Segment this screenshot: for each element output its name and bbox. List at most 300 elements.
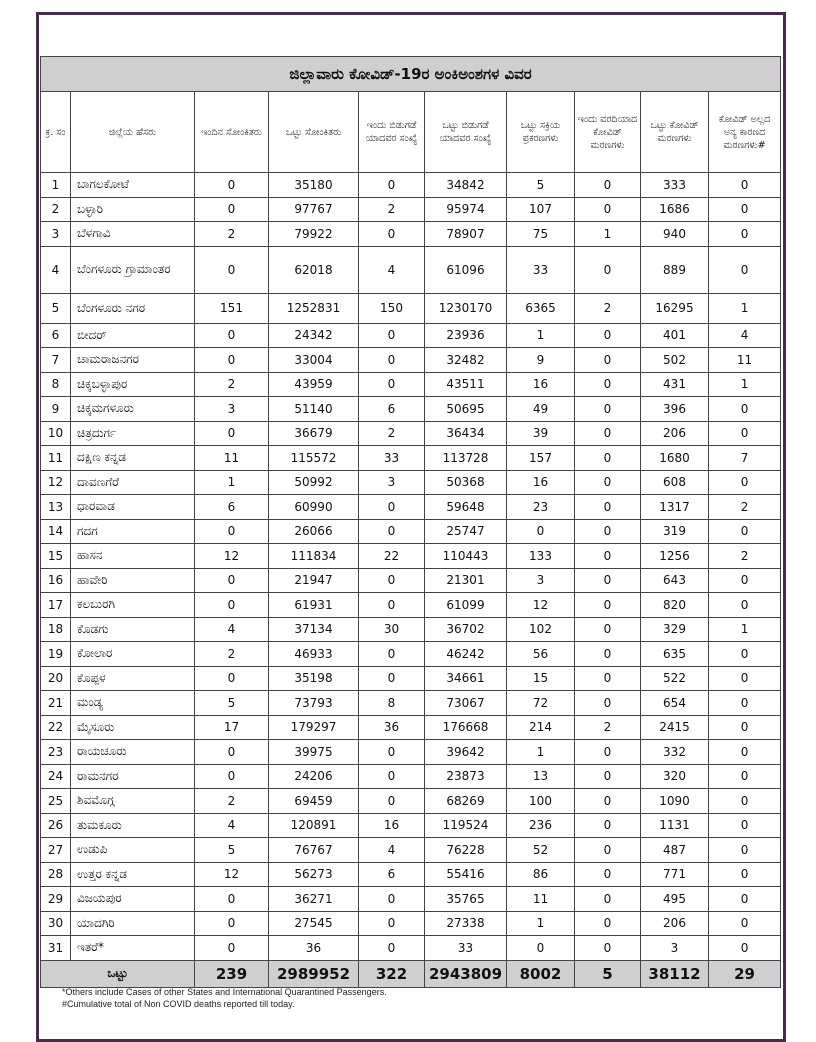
cell-non-covid-deaths: 7: [709, 446, 781, 471]
cell-serial-no: 3: [41, 222, 71, 247]
cell-total-discharged: 23873: [425, 764, 507, 789]
cell-total-infected: 50992: [269, 470, 359, 495]
cell-today-discharged: 22: [359, 544, 425, 569]
cell-today-deaths: 0: [575, 197, 641, 222]
cell-active-cases: 11: [507, 887, 575, 912]
cell-active-cases: 86: [507, 862, 575, 887]
cell-active-cases: 15: [507, 666, 575, 691]
cell-today-infected: 3: [195, 397, 269, 422]
cell-today-discharged: 0: [359, 936, 425, 961]
cell-total-discharged: 50368: [425, 470, 507, 495]
cell-total-deaths: 654: [641, 691, 709, 716]
cell-today-discharged: 0: [359, 911, 425, 936]
table-row: [41, 642, 781, 667]
cell-non-covid-deaths: 0: [709, 593, 781, 618]
cell-serial-no: 23: [41, 740, 71, 765]
cell-district-name: ಬೀದರ್: [71, 323, 195, 348]
cell-serial-no: 15: [41, 544, 71, 569]
cell-serial-no: 21: [41, 691, 71, 716]
cell-today-infected: 0: [195, 348, 269, 373]
cell-today-discharged: 33: [359, 446, 425, 471]
cell-total-discharged: 113728: [425, 446, 507, 471]
table-row: [41, 197, 781, 222]
cell-total-discharged: 119524: [425, 813, 507, 838]
cell-serial-no: 7: [41, 348, 71, 373]
cell-today-discharged: 0: [359, 173, 425, 198]
cell-total-deaths: 820: [641, 593, 709, 618]
cell-non-covid-deaths: 0: [709, 936, 781, 961]
cell-non-covid-deaths: 2: [709, 544, 781, 569]
table-row: [41, 544, 781, 569]
cell-total-infected: 115572: [269, 446, 359, 471]
cell-district-name: ಮೈಸೂರು: [71, 715, 195, 740]
cell-total-deaths: 329: [641, 617, 709, 642]
cell-today-discharged: 0: [359, 887, 425, 912]
cell-today-deaths: 0: [575, 887, 641, 912]
cell-total-infected: 37134: [269, 617, 359, 642]
cell-today-deaths: 0: [575, 397, 641, 422]
cell-total-deaths: 1256: [641, 544, 709, 569]
cell-today-infected: 2: [195, 222, 269, 247]
cell-serial-no: 28: [41, 862, 71, 887]
header-serial-no: ಕ್ರ. ಸಂ: [41, 92, 71, 173]
total-today-discharged: 322: [359, 960, 425, 987]
cell-total-discharged: 25747: [425, 519, 507, 544]
cell-district-name: ಚಾಮರಾಜನಗರ: [71, 348, 195, 373]
cell-total-deaths: 502: [641, 348, 709, 373]
cell-district-name: ಕೊಡಗು: [71, 617, 195, 642]
cell-today-deaths: 0: [575, 691, 641, 716]
cell-today-deaths: 0: [575, 246, 641, 293]
cell-today-infected: 0: [195, 887, 269, 912]
cell-total-discharged: 73067: [425, 691, 507, 716]
covid-stats-table: [40, 56, 781, 988]
cell-today-infected: 1: [195, 470, 269, 495]
cell-serial-no: 13: [41, 495, 71, 520]
cell-today-deaths: 0: [575, 348, 641, 373]
cell-active-cases: 214: [507, 715, 575, 740]
cell-today-deaths: 0: [575, 666, 641, 691]
cell-district-name: ಕೋಲಾರ: [71, 642, 195, 667]
cell-today-deaths: 1: [575, 222, 641, 247]
cell-total-deaths: 1131: [641, 813, 709, 838]
cell-today-discharged: 0: [359, 323, 425, 348]
cell-today-infected: 11: [195, 446, 269, 471]
cell-non-covid-deaths: 1: [709, 617, 781, 642]
cell-total-infected: 76767: [269, 838, 359, 863]
total-discharged: 2943809: [425, 960, 507, 987]
cell-total-discharged: 68269: [425, 789, 507, 814]
cell-total-deaths: 889: [641, 246, 709, 293]
cell-total-deaths: 206: [641, 421, 709, 446]
cell-today-infected: 0: [195, 764, 269, 789]
cell-non-covid-deaths: 0: [709, 691, 781, 716]
cell-active-cases: 12: [507, 593, 575, 618]
cell-total-deaths: 608: [641, 470, 709, 495]
cell-district-name: ಇತರೆ*: [71, 936, 195, 961]
cell-total-discharged: 43511: [425, 372, 507, 397]
table-row: [41, 838, 781, 863]
cell-serial-no: 24: [41, 764, 71, 789]
table-row: [41, 470, 781, 495]
cell-non-covid-deaths: 0: [709, 862, 781, 887]
cell-today-deaths: 0: [575, 789, 641, 814]
cell-active-cases: 23: [507, 495, 575, 520]
cell-today-infected: 2: [195, 642, 269, 667]
header-today-discharged: ಇಂದು ಬಿಡುಗಡೆ ಯಾದವರ ಸಂಖ್ಯೆ: [359, 92, 425, 173]
total-label: ಒಟ್ಟು: [41, 960, 195, 987]
cell-today-discharged: 0: [359, 789, 425, 814]
cell-total-discharged: 23936: [425, 323, 507, 348]
cell-total-deaths: 333: [641, 173, 709, 198]
cell-total-infected: 36679: [269, 421, 359, 446]
cell-today-infected: 0: [195, 421, 269, 446]
cell-today-infected: 0: [195, 246, 269, 293]
cell-district-name: ಬೆಂಗಳೂರು ನಗರ: [71, 293, 195, 323]
cell-district-name: ವಿಜಯಪುರ: [71, 887, 195, 912]
cell-active-cases: 75: [507, 222, 575, 247]
cell-today-deaths: 2: [575, 715, 641, 740]
cell-today-discharged: 0: [359, 519, 425, 544]
cell-non-covid-deaths: 0: [709, 911, 781, 936]
total-infected: 2989952: [269, 960, 359, 987]
table-row: [41, 397, 781, 422]
cell-today-infected: 0: [195, 568, 269, 593]
cell-active-cases: 52: [507, 838, 575, 863]
cell-serial-no: 18: [41, 617, 71, 642]
table-row: [41, 911, 781, 936]
table-row: [41, 789, 781, 814]
cell-total-deaths: 940: [641, 222, 709, 247]
cell-today-discharged: 2: [359, 421, 425, 446]
table-row: [41, 691, 781, 716]
cell-non-covid-deaths: 0: [709, 173, 781, 198]
cell-district-name: ಕೊಪ್ಪಳ: [71, 666, 195, 691]
cell-today-discharged: 30: [359, 617, 425, 642]
cell-today-infected: 5: [195, 691, 269, 716]
cell-non-covid-deaths: 0: [709, 838, 781, 863]
cell-today-discharged: 0: [359, 642, 425, 667]
cell-serial-no: 4: [41, 246, 71, 293]
cell-total-deaths: 401: [641, 323, 709, 348]
cell-total-discharged: 59648: [425, 495, 507, 520]
cell-district-name: ದಾವಣಗೆರೆ: [71, 470, 195, 495]
cell-total-discharged: 34661: [425, 666, 507, 691]
cell-total-discharged: 176668: [425, 715, 507, 740]
cell-total-discharged: 55416: [425, 862, 507, 887]
cell-non-covid-deaths: 11: [709, 348, 781, 373]
cell-today-infected: 2: [195, 372, 269, 397]
cell-district-name: ತುಮಕೂರು: [71, 813, 195, 838]
cell-today-discharged: 0: [359, 764, 425, 789]
cell-serial-no: 19: [41, 642, 71, 667]
footnotes: [62, 986, 387, 1010]
cell-today-discharged: 4: [359, 246, 425, 293]
cell-total-discharged: 34842: [425, 173, 507, 198]
cell-total-discharged: 61096: [425, 246, 507, 293]
cell-total-deaths: 332: [641, 740, 709, 765]
cell-today-infected: 0: [195, 936, 269, 961]
table-row: [41, 323, 781, 348]
table-row: [41, 593, 781, 618]
cell-today-discharged: 0: [359, 740, 425, 765]
cell-today-discharged: 0: [359, 372, 425, 397]
cell-non-covid-deaths: 1: [709, 293, 781, 323]
table-row: [41, 519, 781, 544]
cell-total-infected: 35180: [269, 173, 359, 198]
cell-today-infected: 2: [195, 789, 269, 814]
cell-today-deaths: 0: [575, 470, 641, 495]
cell-active-cases: 9: [507, 348, 575, 373]
cell-today-discharged: 4: [359, 838, 425, 863]
cell-total-infected: 36: [269, 936, 359, 961]
cell-non-covid-deaths: 0: [709, 642, 781, 667]
cell-serial-no: 5: [41, 293, 71, 323]
cell-today-deaths: 0: [575, 838, 641, 863]
cell-district-name: ಶಿವಮೊಗ್ಗ: [71, 789, 195, 814]
cell-today-deaths: 0: [575, 421, 641, 446]
covid-stats-table-container: [40, 56, 780, 988]
cell-serial-no: 27: [41, 838, 71, 863]
cell-district-name: ಉಡುಪಿ: [71, 838, 195, 863]
cell-total-infected: 39975: [269, 740, 359, 765]
table-row: [41, 764, 781, 789]
cell-total-discharged: 50695: [425, 397, 507, 422]
cell-non-covid-deaths: 0: [709, 519, 781, 544]
cell-total-deaths: 396: [641, 397, 709, 422]
cell-total-discharged: 46242: [425, 642, 507, 667]
cell-total-deaths: 16295: [641, 293, 709, 323]
cell-serial-no: 17: [41, 593, 71, 618]
cell-today-deaths: 2: [575, 293, 641, 323]
cell-active-cases: 0: [507, 519, 575, 544]
footnote-others: *Others include Cases of other States and International Quarantined Passengers.: [62, 987, 387, 997]
cell-today-discharged: 8: [359, 691, 425, 716]
cell-today-infected: 0: [195, 911, 269, 936]
cell-today-deaths: 0: [575, 544, 641, 569]
cell-total-deaths: 1317: [641, 495, 709, 520]
cell-total-deaths: 635: [641, 642, 709, 667]
table-row: [41, 568, 781, 593]
table-title: ಜಿಲ್ಲಾವಾರು ಕೋವಿಡ್-19ರ ಅಂಕಿಅಂಶಗಳ ವಿವರ: [41, 57, 781, 92]
table-body: [41, 173, 781, 961]
cell-today-infected: 0: [195, 593, 269, 618]
cell-today-deaths: 0: [575, 764, 641, 789]
total-row: [41, 960, 781, 987]
cell-total-deaths: 771: [641, 862, 709, 887]
header-active-cases: ಒಟ್ಟು ಸಕ್ರಿಯ ಪ್ರಕರಣಗಳು: [507, 92, 575, 173]
cell-total-infected: 33004: [269, 348, 359, 373]
cell-total-discharged: 95974: [425, 197, 507, 222]
cell-serial-no: 12: [41, 470, 71, 495]
cell-total-infected: 120891: [269, 813, 359, 838]
cell-total-infected: 61931: [269, 593, 359, 618]
cell-total-infected: 46933: [269, 642, 359, 667]
cell-non-covid-deaths: 0: [709, 470, 781, 495]
table-row: [41, 862, 781, 887]
cell-total-infected: 179297: [269, 715, 359, 740]
cell-total-discharged: 61099: [425, 593, 507, 618]
cell-serial-no: 20: [41, 666, 71, 691]
cell-total-discharged: 1230170: [425, 293, 507, 323]
cell-total-infected: 62018: [269, 246, 359, 293]
cell-today-infected: 17: [195, 715, 269, 740]
cell-today-deaths: 0: [575, 568, 641, 593]
cell-today-deaths: 0: [575, 936, 641, 961]
cell-today-discharged: 0: [359, 593, 425, 618]
cell-total-infected: 73793: [269, 691, 359, 716]
cell-today-discharged: 0: [359, 348, 425, 373]
cell-today-discharged: 3: [359, 470, 425, 495]
cell-active-cases: 102: [507, 617, 575, 642]
cell-total-infected: 26066: [269, 519, 359, 544]
table-row: [41, 293, 781, 323]
cell-total-discharged: 21301: [425, 568, 507, 593]
cell-total-deaths: 522: [641, 666, 709, 691]
cell-total-infected: 36271: [269, 887, 359, 912]
cell-active-cases: 72: [507, 691, 575, 716]
cell-total-infected: 51140: [269, 397, 359, 422]
cell-today-infected: 12: [195, 862, 269, 887]
cell-total-discharged: 39642: [425, 740, 507, 765]
cell-serial-no: 10: [41, 421, 71, 446]
cell-district-name: ಬೆಂಗಳೂರು ಗ್ರಾಮಾಂತರ: [71, 246, 195, 293]
cell-today-deaths: 0: [575, 642, 641, 667]
cell-total-discharged: 35765: [425, 887, 507, 912]
cell-non-covid-deaths: 0: [709, 666, 781, 691]
cell-today-infected: 12: [195, 544, 269, 569]
header-total-deaths: ಒಟ್ಟು ಕೋವಿಡ್ ಮರಣಗಳು: [641, 92, 709, 173]
cell-serial-no: 25: [41, 789, 71, 814]
cell-today-infected: 0: [195, 666, 269, 691]
cell-district-name: ಬಳ್ಳಾರಿ: [71, 197, 195, 222]
cell-district-name: ರಾಯಚೂರು: [71, 740, 195, 765]
cell-total-infected: 21947: [269, 568, 359, 593]
cell-non-covid-deaths: 0: [709, 421, 781, 446]
table-row: [41, 813, 781, 838]
cell-non-covid-deaths: 0: [709, 397, 781, 422]
cell-district-name: ಬಾಗಲಕೋಟೆ: [71, 173, 195, 198]
table-row: [41, 421, 781, 446]
cell-active-cases: 39: [507, 421, 575, 446]
cell-active-cases: 56: [507, 642, 575, 667]
table-row: [41, 936, 781, 961]
cell-district-name: ಕಲಬುರಗಿ: [71, 593, 195, 618]
cell-serial-no: 1: [41, 173, 71, 198]
cell-today-infected: 0: [195, 197, 269, 222]
cell-total-discharged: 76228: [425, 838, 507, 863]
cell-serial-no: 6: [41, 323, 71, 348]
cell-total-deaths: 206: [641, 911, 709, 936]
cell-non-covid-deaths: 4: [709, 323, 781, 348]
total-today-deaths: 5: [575, 960, 641, 987]
cell-non-covid-deaths: 1: [709, 372, 781, 397]
cell-district-name: ಮಂಡ್ಯ: [71, 691, 195, 716]
cell-today-infected: 0: [195, 740, 269, 765]
cell-non-covid-deaths: 0: [709, 764, 781, 789]
table-row: [41, 446, 781, 471]
cell-today-deaths: 0: [575, 372, 641, 397]
cell-today-discharged: 6: [359, 862, 425, 887]
cell-district-name: ಚಿಕ್ಕಮಗಳೂರು: [71, 397, 195, 422]
table-row: [41, 495, 781, 520]
cell-active-cases: 133: [507, 544, 575, 569]
cell-non-covid-deaths: 0: [709, 789, 781, 814]
cell-total-deaths: 1686: [641, 197, 709, 222]
header-total-discharged: ಒಟ್ಟು ಬಿಡುಗಡೆ ಯಾದವರ ಸಂಖ್ಯೆ: [425, 92, 507, 173]
cell-district-name: ಹಾವೇರಿ: [71, 568, 195, 593]
cell-total-infected: 24342: [269, 323, 359, 348]
cell-today-discharged: 0: [359, 222, 425, 247]
cell-today-infected: 6: [195, 495, 269, 520]
table-row: [41, 173, 781, 198]
cell-today-discharged: 6: [359, 397, 425, 422]
cell-today-deaths: 0: [575, 593, 641, 618]
cell-serial-no: 9: [41, 397, 71, 422]
header-district-name: ಜಿಲ್ಲೆಯ ಹೆಸರು: [71, 92, 195, 173]
cell-non-covid-deaths: 0: [709, 568, 781, 593]
cell-today-discharged: 0: [359, 666, 425, 691]
cell-serial-no: 29: [41, 887, 71, 912]
cell-total-deaths: 1680: [641, 446, 709, 471]
cell-total-infected: 35198: [269, 666, 359, 691]
header-today-deaths: ಇಂದು ವರದಿಯಾದ ಕೋವಿಡ್ ಮರಣಗಳು: [575, 92, 641, 173]
cell-non-covid-deaths: 0: [709, 222, 781, 247]
cell-active-cases: 13: [507, 764, 575, 789]
cell-serial-no: 16: [41, 568, 71, 593]
header-today-infected: ಇಂದಿನ ಸೋಂಕಿತರು: [195, 92, 269, 173]
cell-total-infected: 27545: [269, 911, 359, 936]
cell-district-name: ಚಿತ್ರದುರ್ಗ: [71, 421, 195, 446]
cell-district-name: ಬೆಳಗಾವಿ: [71, 222, 195, 247]
table-row: [41, 887, 781, 912]
cell-today-deaths: 0: [575, 446, 641, 471]
cell-total-discharged: 110443: [425, 544, 507, 569]
cell-today-infected: 4: [195, 617, 269, 642]
cell-today-deaths: 0: [575, 911, 641, 936]
table-row: [41, 666, 781, 691]
cell-today-deaths: 0: [575, 862, 641, 887]
cell-today-deaths: 0: [575, 617, 641, 642]
cell-total-infected: 69459: [269, 789, 359, 814]
footnote-non-covid: #Cumulative total of Non COVID deaths reported till today.: [62, 999, 295, 1009]
cell-district-name: ಯಾದಗಿರಿ: [71, 911, 195, 936]
cell-non-covid-deaths: 0: [709, 887, 781, 912]
cell-active-cases: 33: [507, 246, 575, 293]
cell-today-discharged: 2: [359, 197, 425, 222]
cell-total-discharged: 36702: [425, 617, 507, 642]
cell-active-cases: 100: [507, 789, 575, 814]
table-row: [41, 617, 781, 642]
total-deaths: 38112: [641, 960, 709, 987]
cell-non-covid-deaths: 2: [709, 495, 781, 520]
header-total-infected: ಒಟ್ಟು ಸೋಂಕಿತರು: [269, 92, 359, 173]
cell-serial-no: 14: [41, 519, 71, 544]
cell-total-infected: 1252831: [269, 293, 359, 323]
cell-total-discharged: 78907: [425, 222, 507, 247]
cell-total-deaths: 643: [641, 568, 709, 593]
header-non-covid-deaths: ಕೋವಿಡ್ ಅಲ್ಲದ ಅನ್ಯ ಕಾರಣದ ಮರಣಗಳು#: [709, 92, 781, 173]
cell-today-deaths: 0: [575, 173, 641, 198]
cell-serial-no: 11: [41, 446, 71, 471]
cell-total-infected: 79922: [269, 222, 359, 247]
cell-total-infected: 43959: [269, 372, 359, 397]
cell-active-cases: 1: [507, 911, 575, 936]
cell-today-infected: 4: [195, 813, 269, 838]
cell-non-covid-deaths: 0: [709, 246, 781, 293]
cell-active-cases: 16: [507, 372, 575, 397]
cell-district-name: ದಕ್ಷಿಣ ಕನ್ನಡ: [71, 446, 195, 471]
